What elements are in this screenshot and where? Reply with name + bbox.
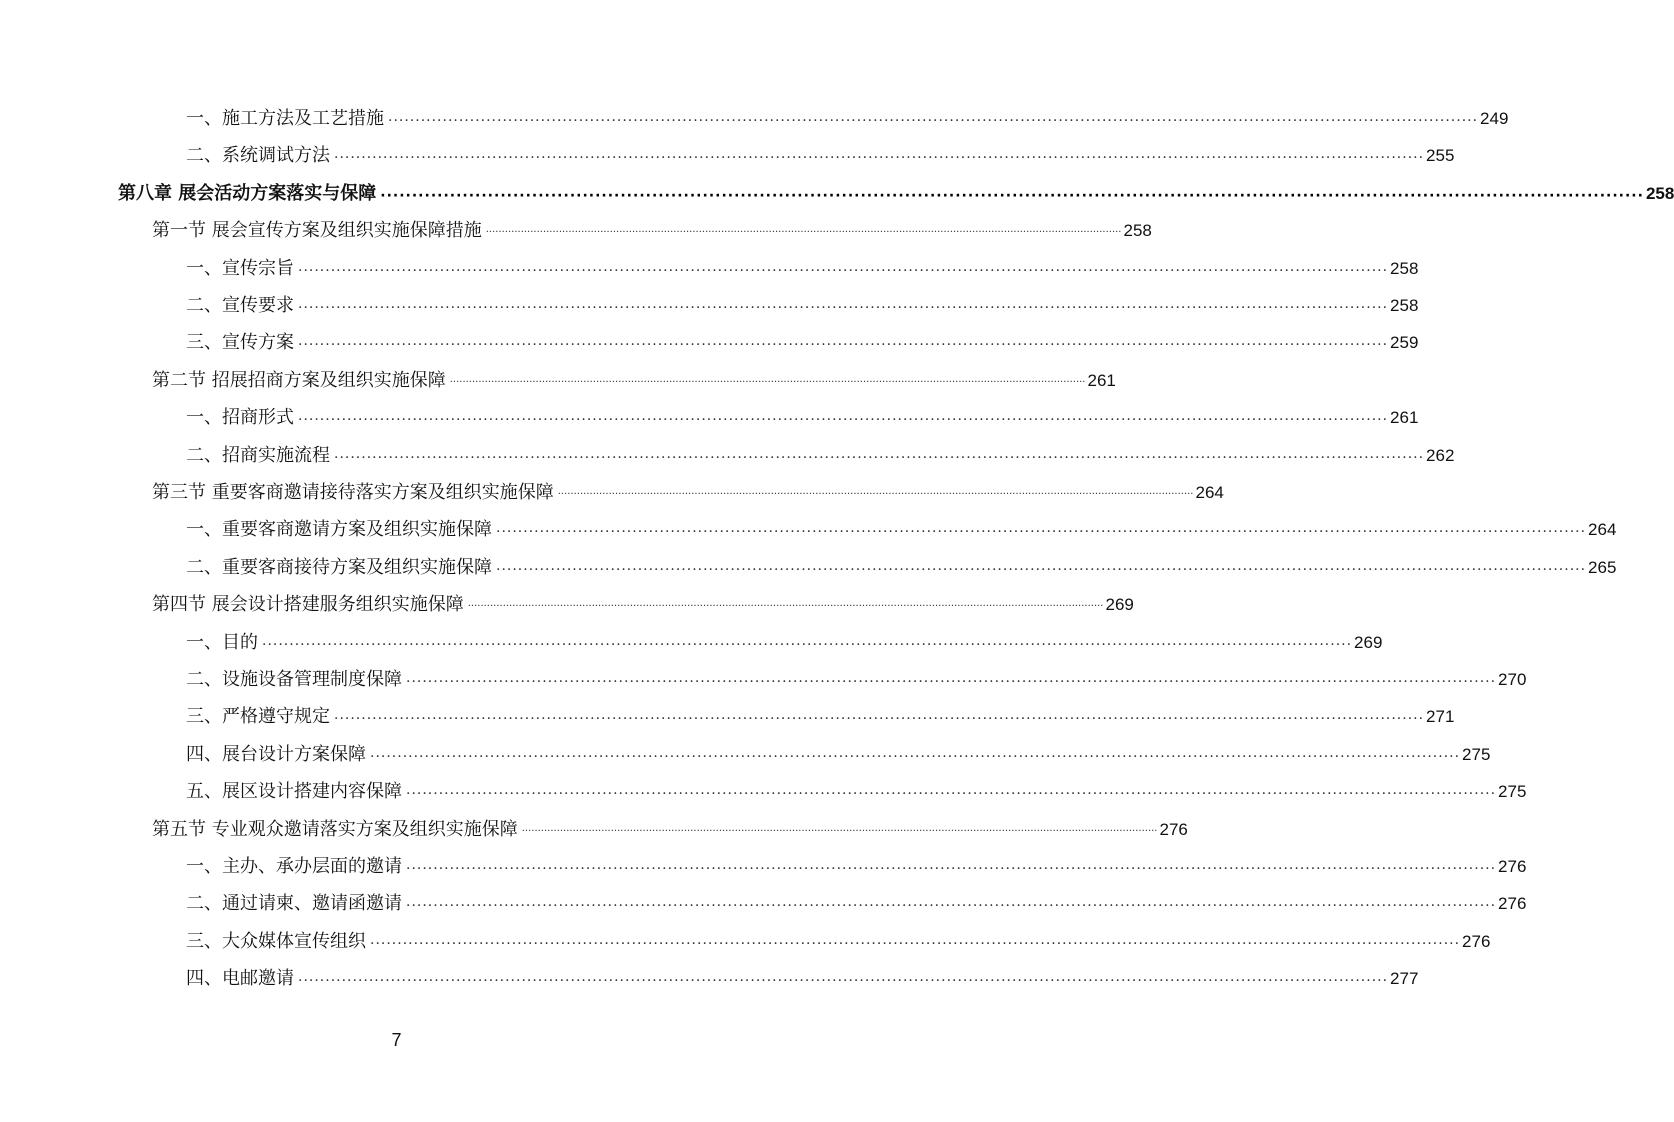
toc-entry[interactable]	[186, 630, 1383, 656]
toc-entry-label: 二、重要客商接待方案及组织实施保障	[186, 557, 492, 578]
toc-entry[interactable]	[186, 555, 1617, 581]
toc-entry-label: 五、展区设计搭建内容保障	[186, 781, 402, 802]
dot-leader: ········································································································································································································	[370, 749, 1461, 765]
toc-entry[interactable]	[186, 779, 1527, 805]
toc-entry-label: 二、招商实施流程	[186, 445, 330, 466]
toc-entry-page: 249	[1480, 109, 1509, 128]
toc-entry[interactable]	[186, 143, 1455, 169]
toc-entry-label: 二、设施设备管理制度保障	[186, 669, 402, 690]
toc-entry-label: 三、严格遵守规定	[186, 706, 330, 727]
toc-section-entry[interactable]	[152, 592, 1134, 618]
dot-leader: ········································································································································································································	[298, 973, 1389, 989]
toc-entry-page: 261	[1390, 408, 1419, 427]
toc-entry[interactable]	[186, 966, 1419, 992]
toc-entry-page: 276	[1462, 932, 1491, 951]
dot-leader: ········································································································································································································	[406, 861, 1497, 877]
toc-entry-label: 三、宣传方案	[186, 332, 294, 353]
dot-leader: ········································································································································································································	[449, 377, 1086, 388]
toc-entry-page: 255	[1426, 146, 1455, 165]
toc-entry-label: 二、通过请柬、邀请函邀请	[186, 893, 402, 914]
toc-entry-label: 一、宣传宗旨	[186, 258, 294, 279]
toc-entry-label: 四、电邮邀请	[186, 968, 294, 989]
toc-entry[interactable]	[186, 443, 1455, 469]
toc-entry-label: 第三节 重要客商邀请接待落实方案及组织实施保障	[152, 482, 554, 503]
toc-entry-label: 一、招商形式	[186, 407, 294, 428]
toc-entry-label: 一、目的	[186, 632, 258, 653]
dot-leader: ········································································································································································································	[334, 711, 1425, 727]
dot-leader: ········································································································································································································	[334, 450, 1425, 466]
toc-section-entry[interactable]	[152, 218, 1152, 244]
toc-entry-page: 277	[1390, 969, 1419, 988]
dot-leader: ········································································································································································································	[388, 113, 1479, 129]
dot-leader: ········································································································································································································	[406, 786, 1497, 802]
toc-entry-label: 一、主办、承办层面的邀请	[186, 856, 402, 877]
dot-leader: ········································································································································································································	[298, 337, 1389, 353]
toc-section-entry[interactable]	[152, 817, 1188, 843]
toc-entry-label: 第四节 展会设计搭建服务组织实施保障	[152, 594, 464, 615]
dot-leader: ········································································································································································································	[334, 150, 1425, 166]
toc-entry-label: 二、宣传要求	[186, 295, 294, 316]
toc-entry-page: 258	[1645, 184, 1674, 203]
dot-leader: ········································································································································································································	[496, 562, 1587, 578]
toc-entry-page: 275	[1462, 745, 1491, 764]
toc-entry[interactable]	[186, 106, 1509, 132]
toc-entry-page: 259	[1390, 333, 1419, 352]
toc-entry[interactable]	[186, 330, 1419, 356]
toc-entry[interactable]	[186, 891, 1527, 917]
toc-entry-page: 269	[1354, 633, 1383, 652]
toc-entry-page: 264	[1195, 483, 1224, 502]
toc-entry[interactable]	[186, 517, 1617, 543]
toc-section-entry[interactable]	[152, 480, 1224, 506]
dot-leader: ········································································································································································································	[406, 898, 1497, 914]
toc-entry-page: 276	[1498, 857, 1527, 876]
toc-entry-page: 269	[1105, 595, 1134, 614]
toc-entry[interactable]	[186, 929, 1491, 955]
dot-leader: ········································································································································································································	[380, 188, 1644, 204]
toc-entry-page: 258	[1390, 259, 1419, 278]
toc-entry-label: 一、施工方法及工艺措施	[186, 108, 384, 129]
toc-entry-page: 276	[1498, 894, 1527, 913]
toc-chapter-entry[interactable]	[118, 181, 1674, 207]
dot-leader: ········································································································································································································	[485, 227, 1122, 238]
toc-entry-page: 258	[1123, 221, 1152, 240]
toc-entry-page: 258	[1390, 296, 1419, 315]
dot-leader: ········································································································································································································	[298, 300, 1389, 316]
toc-entry[interactable]	[186, 405, 1419, 431]
toc-entry-page: 265	[1588, 558, 1617, 577]
toc-entry-label: 二、系统调试方法	[186, 145, 330, 166]
toc-entry[interactable]	[186, 667, 1527, 693]
toc-entry[interactable]	[186, 256, 1419, 282]
toc-entry-page: 276	[1159, 820, 1188, 839]
dot-leader: ········································································································································································································	[298, 263, 1389, 279]
dot-leader: ········································································································································································································	[262, 637, 1353, 653]
dot-leader: ········································································································································································································	[557, 489, 1194, 500]
page-number: 7	[391, 1030, 402, 1050]
dot-leader: ········································································································································································································	[521, 826, 1158, 837]
toc-entry-page: 271	[1426, 707, 1455, 726]
toc-entry-label: 一、重要客商邀请方案及组织实施保障	[186, 519, 492, 540]
toc-entry-page: 262	[1426, 446, 1455, 465]
dot-leader: ········································································································································································································	[370, 936, 1461, 952]
dot-leader: ········································································································································································································	[496, 524, 1587, 540]
toc-entry-label: 第五节 专业观众邀请落实方案及组织实施保障	[152, 819, 518, 840]
toc-entry-label: 第一节 展会宣传方案及组织实施保障措施	[152, 220, 482, 241]
toc-entry-label: 第八章 展会活动方案落实与保障	[118, 183, 377, 204]
toc-entry-page: 261	[1087, 371, 1116, 390]
toc-entry-label: 三、大众媒体宣传组织	[186, 931, 366, 952]
toc-entry-label: 第二节 招展招商方案及组织实施保障	[152, 370, 446, 391]
toc-entry-page: 270	[1498, 670, 1527, 689]
toc-entry[interactable]	[186, 293, 1419, 319]
toc-entry[interactable]	[186, 704, 1455, 730]
dot-leader: ········································································································································································································	[467, 601, 1104, 612]
toc-entry-page: 264	[1588, 520, 1617, 539]
dot-leader: ········································································································································································································	[298, 412, 1389, 428]
toc-entry[interactable]	[186, 854, 1527, 880]
toc-entry-page: 275	[1498, 782, 1527, 801]
toc-section-entry[interactable]	[152, 368, 1116, 394]
toc-entry[interactable]	[186, 742, 1491, 768]
toc-entry-label: 四、展台设计方案保障	[186, 744, 366, 765]
dot-leader: ········································································································································································································	[406, 674, 1497, 690]
